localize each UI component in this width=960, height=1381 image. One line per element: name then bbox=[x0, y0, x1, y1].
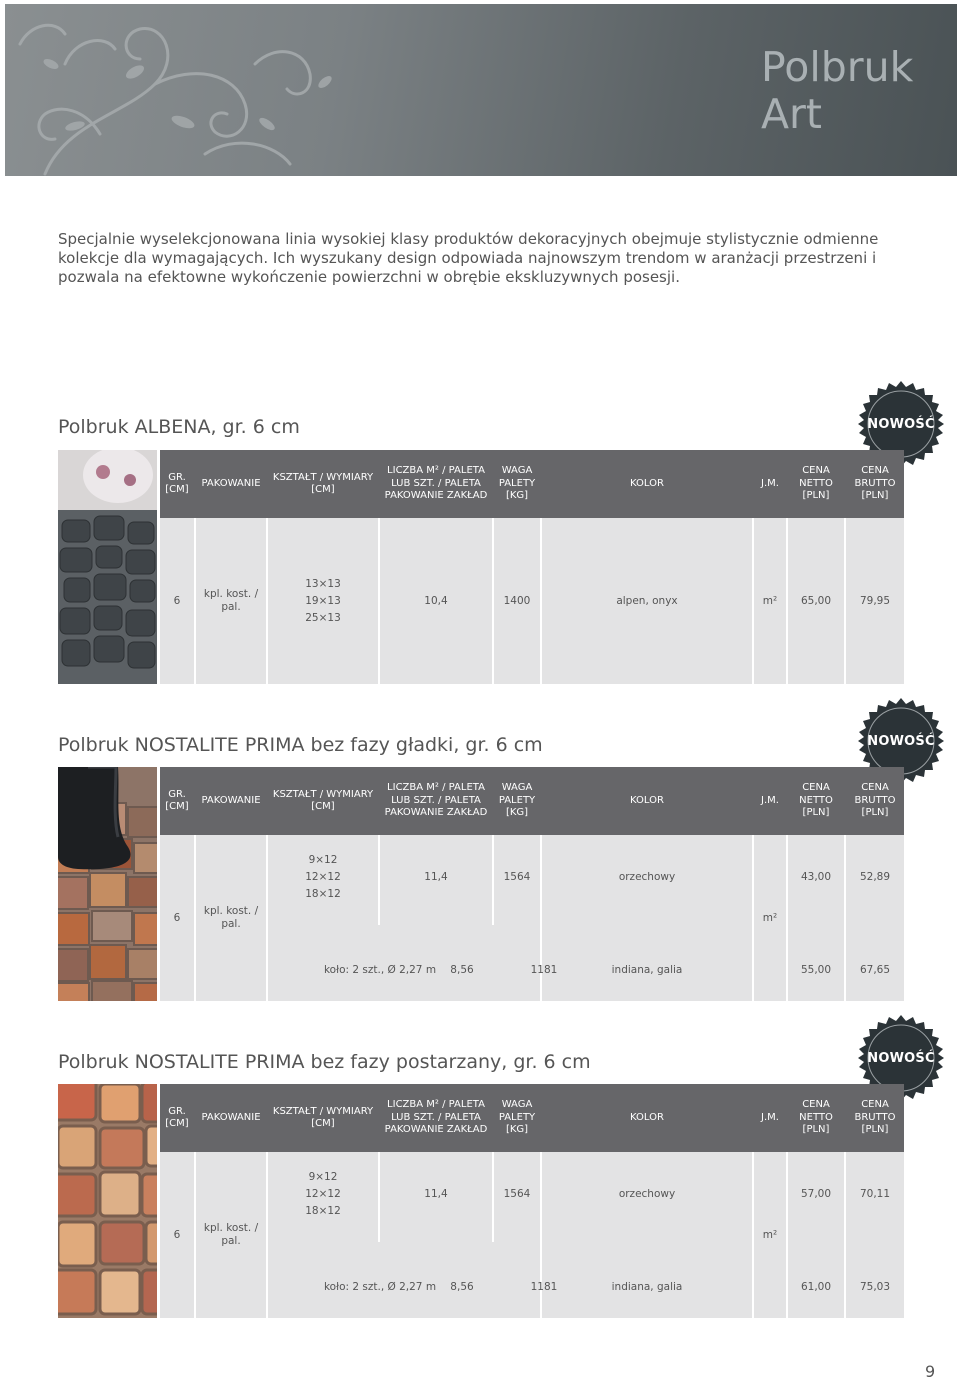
cell-liczba: 11,4 bbox=[424, 1187, 448, 1200]
header-netto: CENA NETTO [PLN] bbox=[799, 1099, 833, 1136]
cell-waga: 1181 bbox=[530, 963, 558, 976]
header-kolor: KOLOR bbox=[630, 477, 664, 489]
header-gr: GR. [CM] bbox=[165, 471, 189, 495]
section-title-nostalite-postarzany: Polbruk NOSTALITE PRIMA bez fazy postarzany, gr. 6 cm bbox=[58, 1051, 591, 1073]
cell-waga: 1564 bbox=[503, 870, 531, 883]
cell-netto: 61,00 bbox=[800, 1280, 832, 1293]
cell-kolor: orzechowy bbox=[618, 1187, 676, 1200]
cell-netto: 65,00 bbox=[800, 594, 832, 607]
header-jm: J.M. bbox=[761, 1111, 779, 1123]
cell-jm: m² bbox=[762, 911, 778, 924]
cell-gr: 6 bbox=[173, 911, 181, 924]
cell-netto: 57,00 bbox=[800, 1187, 832, 1200]
badge-label: NOWOŚĆ bbox=[867, 416, 935, 432]
brand-title-line1: Polbruk bbox=[761, 43, 914, 91]
table-header bbox=[160, 450, 904, 518]
cell-waga: 1564 bbox=[503, 1187, 531, 1200]
header-kolor: KOLOR bbox=[630, 794, 664, 806]
header-liczba: LICZBA M² / PALETA LUB SZT. / PALETA PAKOWANIE ZAKŁAD bbox=[384, 782, 488, 819]
cell-jm: m² bbox=[762, 594, 778, 607]
dim-value: 12×12 bbox=[305, 1187, 341, 1200]
header-gr: GR. [CM] bbox=[165, 788, 189, 812]
cell-dims bbox=[268, 1152, 378, 1236]
intro-paragraph: Specjalnie wyselekcjonowana linia wysokiej klasy produktów dekoracyjnych obejmuje stylistycznie odmienne kolekcje dla wymagających. Ich wyszukany design odpowiada najnowszym trendom w aranżacji przestrzeni i pozwala na efektowne wykończenie powierzchni w obrębie ekskluzywnych posesji. bbox=[58, 230, 879, 286]
cell-kolor: orzechowy bbox=[618, 870, 676, 883]
section-title-nostalite-gladki: Polbruk NOSTALITE PRIMA bez fazy gładki, gr. 6 cm bbox=[58, 734, 543, 756]
badge-label: NOWOŚĆ bbox=[867, 733, 935, 749]
header-brutto: CENA BRUTTO [PLN] bbox=[854, 1099, 896, 1136]
table-body bbox=[160, 518, 904, 684]
dim-value: 19×13 bbox=[305, 594, 341, 607]
table-body bbox=[160, 835, 904, 1001]
brand-title-line2: Art bbox=[761, 90, 822, 138]
section-title-albena: Polbruk ALBENA, gr. 6 cm bbox=[58, 416, 300, 438]
table-header bbox=[160, 1084, 904, 1152]
cell-brutto: 70,11 bbox=[859, 1187, 891, 1200]
header-waga: WAGA PALETY [KG] bbox=[498, 1099, 536, 1136]
product-photo-nostalite-postarzany bbox=[58, 1084, 157, 1318]
dim-value: 18×12 bbox=[305, 1204, 341, 1217]
cell-liczba: 8,56 bbox=[450, 963, 474, 976]
cell-dims-text: koło: 2 szt., Ø 2,27 m bbox=[323, 1280, 437, 1293]
cell-waga: 1400 bbox=[503, 594, 531, 607]
header-ksztalt: KSZTAŁT / WYMIARY [CM] bbox=[272, 471, 374, 495]
header-jm: J.M. bbox=[761, 477, 779, 489]
cell-kolor: indiana, galia bbox=[611, 963, 683, 976]
table-body bbox=[160, 1152, 904, 1318]
header-waga: WAGA PALETY [KG] bbox=[498, 782, 536, 819]
page-number: 9 bbox=[925, 1362, 936, 1381]
dim-value: 9×12 bbox=[308, 1170, 338, 1183]
cell-netto: 55,00 bbox=[800, 963, 832, 976]
dim-value: 25×13 bbox=[305, 611, 341, 624]
header-ksztalt: KSZTAŁT / WYMIARY [CM] bbox=[272, 788, 374, 812]
cell-dims bbox=[268, 518, 378, 684]
cell-brutto: 79,95 bbox=[859, 594, 891, 607]
cell-gr: 6 bbox=[173, 1228, 181, 1241]
header-brutto: CENA BRUTTO [PLN] bbox=[854, 465, 896, 502]
product-photo-nostalite-gladki bbox=[58, 767, 157, 1001]
cell-waga: 1181 bbox=[530, 1280, 558, 1293]
header-liczba: LICZBA M² / PALETA LUB SZT. / PALETA PAKOWANIE ZAKŁAD bbox=[384, 1099, 488, 1136]
cell-kolor: indiana, galia bbox=[611, 1280, 683, 1293]
cell-netto: 43,00 bbox=[800, 870, 832, 883]
badge-label: NOWOŚĆ bbox=[867, 1050, 935, 1066]
cell-brutto: 67,65 bbox=[859, 963, 891, 976]
cell-kolor: alpen, onyx bbox=[616, 594, 678, 607]
cell-jm: m² bbox=[762, 1228, 778, 1241]
cell-dims bbox=[268, 835, 378, 919]
header-kolor: KOLOR bbox=[630, 1111, 664, 1123]
cell-gr: 6 bbox=[173, 594, 181, 607]
cell-brutto: 52,89 bbox=[859, 870, 891, 883]
header-banner bbox=[5, 4, 957, 176]
cell-dims-text: koło: 2 szt., Ø 2,27 m bbox=[323, 963, 437, 976]
cell-brutto: 75,03 bbox=[859, 1280, 891, 1293]
header-netto: CENA NETTO [PLN] bbox=[799, 465, 833, 502]
header-netto: CENA NETTO [PLN] bbox=[799, 782, 833, 819]
header-brutto: CENA BRUTTO [PLN] bbox=[854, 782, 896, 819]
header-pakowanie: PAKOWANIE bbox=[201, 477, 261, 489]
header-gr: GR. [CM] bbox=[165, 1105, 189, 1129]
cell-pakowanie: kpl. kost. / pal. bbox=[203, 905, 259, 930]
dim-value: 12×12 bbox=[305, 870, 341, 883]
dim-value: 9×12 bbox=[308, 853, 338, 866]
dim-value: 13×13 bbox=[305, 577, 341, 590]
cell-pakowanie: kpl. kost. / pal. bbox=[203, 1222, 259, 1247]
cell-liczba: 10,4 bbox=[424, 594, 448, 607]
cell-liczba: 11,4 bbox=[424, 870, 448, 883]
header-ksztalt: KSZTAŁT / WYMIARY [CM] bbox=[272, 1105, 374, 1129]
brand-title bbox=[761, 44, 951, 138]
cell-pakowanie: kpl. kost. / pal. bbox=[203, 588, 259, 613]
table-header bbox=[160, 767, 904, 835]
header-pakowanie: PAKOWANIE bbox=[201, 1111, 261, 1123]
header-pakowanie: PAKOWANIE bbox=[201, 794, 261, 806]
product-photo-albena bbox=[58, 450, 157, 684]
header-waga: WAGA PALETY [KG] bbox=[498, 465, 536, 502]
header-jm: J.M. bbox=[761, 794, 779, 806]
cell-liczba: 8,56 bbox=[450, 1280, 474, 1293]
dim-value: 18×12 bbox=[305, 887, 341, 900]
header-liczba: LICZBA M² / PALETA LUB SZT. / PALETA PAKOWANIE ZAKŁAD bbox=[384, 465, 488, 502]
floral-ornament-icon bbox=[5, 4, 365, 176]
